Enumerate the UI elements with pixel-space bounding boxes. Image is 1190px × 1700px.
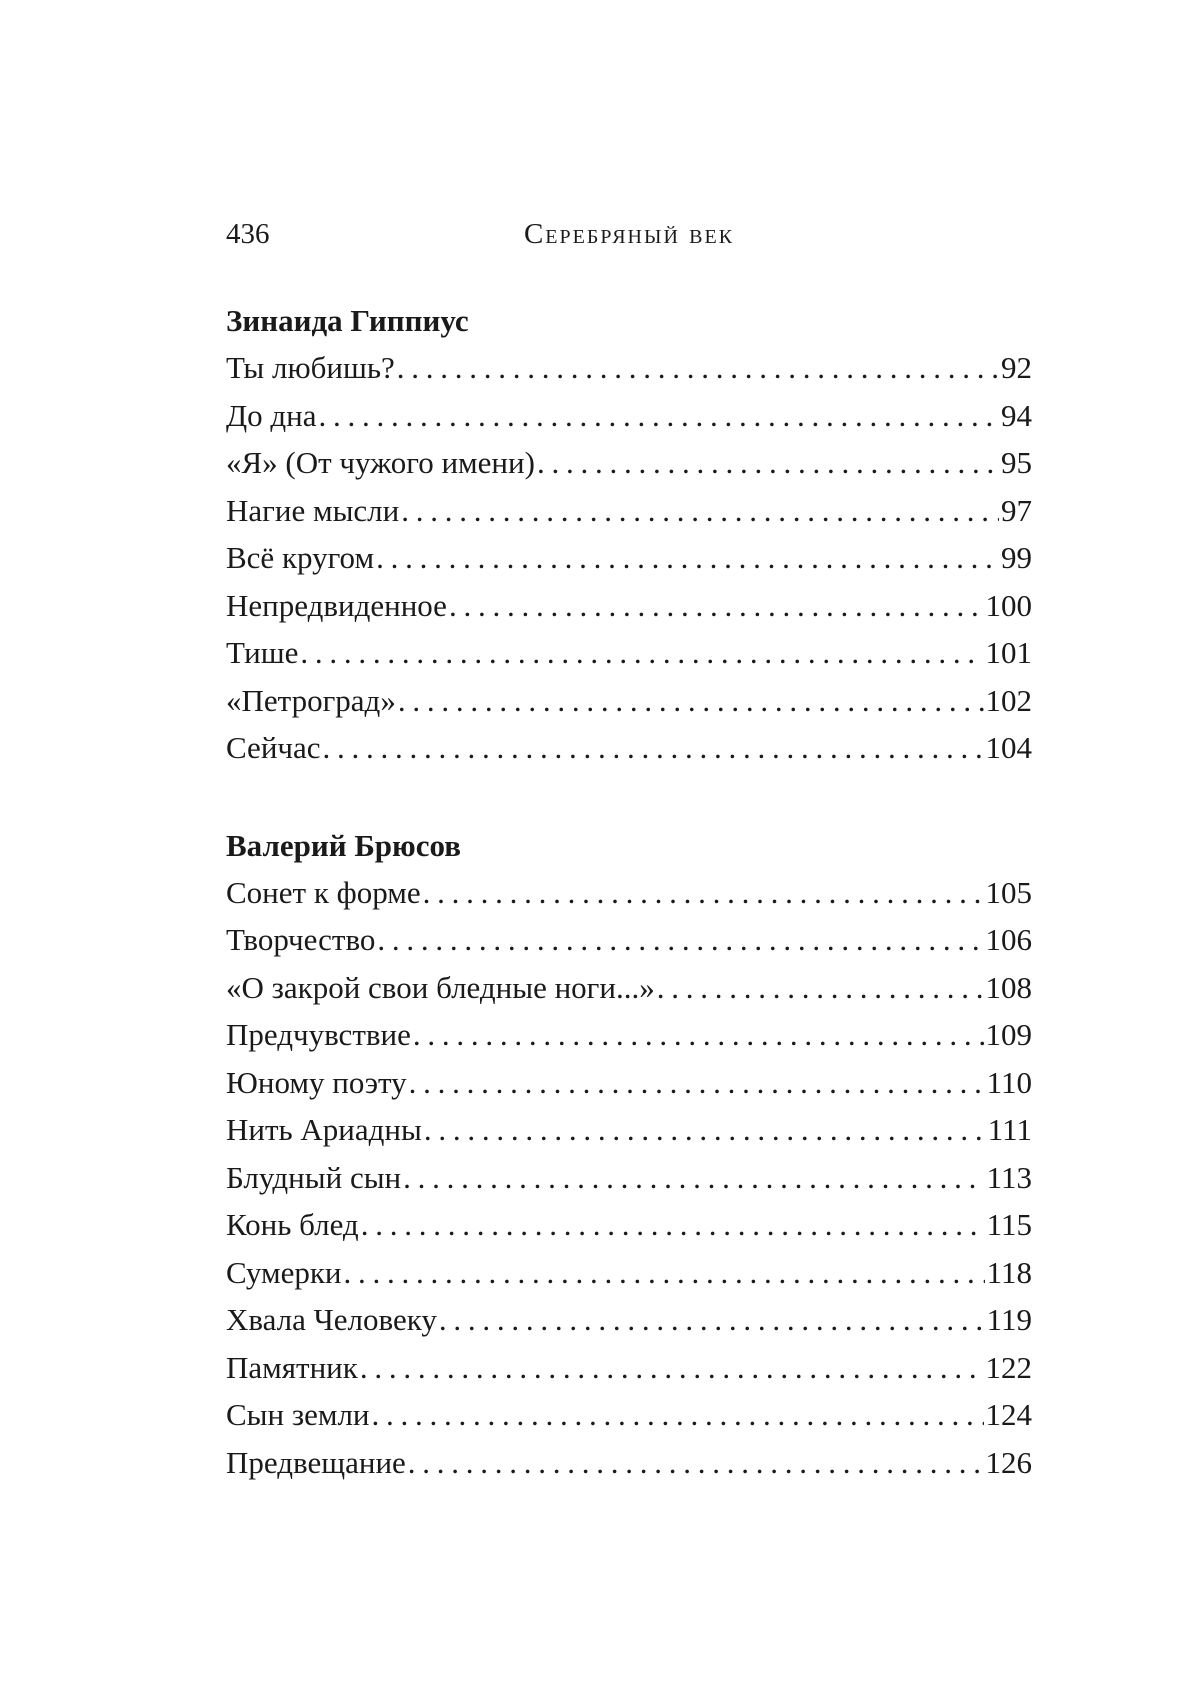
entry-page-number: 110 [986, 1064, 1032, 1100]
toc-entry [226, 724, 1032, 772]
toc-entry [226, 582, 1032, 630]
section-author-heading: Зинаида Гиппиус [226, 303, 469, 338]
toc-entry [226, 487, 1032, 535]
dot-leader [360, 1344, 984, 1392]
toc-section-gippius [226, 297, 1032, 772]
entry-title: Сейчас [226, 730, 321, 765]
entry-page-number: 92 [1001, 350, 1032, 385]
entry-page-number: 118 [986, 1254, 1032, 1290]
toc-entry [226, 1201, 1032, 1249]
entry-page-number: 106 [985, 922, 1032, 957]
entry-title: До дна [226, 397, 317, 433]
dot-leader [376, 534, 999, 582]
entry-page-number: 102 [985, 682, 1032, 718]
entry-title: Хвала Человеку [226, 1302, 437, 1337]
toc-entry [226, 916, 1032, 964]
toc-entry [226, 344, 1032, 392]
entry-page-number: 101 [985, 635, 1032, 670]
entry-page-number: 126 [985, 1444, 1032, 1480]
toc-entry [226, 629, 1032, 677]
dot-leader [361, 1201, 985, 1249]
dot-leader [398, 677, 984, 725]
entry-page-number: 111 [987, 1112, 1032, 1147]
entry-title: Всё кругом [226, 540, 375, 575]
entry-title: Блудный сын [226, 1159, 402, 1195]
dot-leader [413, 1011, 984, 1059]
entry-title: Тише [226, 635, 299, 670]
toc-entry [226, 1344, 1032, 1392]
entry-title: Памятник [226, 1349, 358, 1385]
entry-page-number: 100 [985, 587, 1032, 623]
entry-title: «Я» (От чужого имени) [226, 445, 535, 480]
dot-leader [439, 1296, 985, 1344]
page-number: 436 [226, 218, 270, 250]
entry-title: «О закрой свои бледные ноги...» [226, 969, 655, 1005]
section-spacer [226, 772, 1032, 822]
dot-leader [377, 916, 983, 964]
section-author-heading: Валерий Брюсов [226, 827, 461, 863]
dot-leader [319, 392, 999, 440]
entry-page-number: 113 [986, 1159, 1032, 1195]
entry-title: Ты любишь? [226, 350, 395, 385]
toc-entry [226, 439, 1032, 487]
entry-page-number: 94 [1001, 397, 1032, 433]
entry-page-number: 99 [1001, 540, 1032, 575]
dot-leader [403, 1154, 985, 1202]
entry-page-number: 124 [985, 1397, 1032, 1432]
toc-entry [226, 1154, 1032, 1202]
dot-leader [409, 1059, 985, 1107]
toc-entry [226, 677, 1032, 725]
toc-entry [226, 1249, 1032, 1297]
entry-page-number: 104 [985, 730, 1032, 765]
dot-leader [408, 1439, 984, 1487]
toc-section-bryusov [226, 822, 1032, 1487]
entry-page-number: 95 [1001, 445, 1032, 480]
table-of-contents [226, 297, 1032, 1486]
dot-leader [537, 439, 999, 487]
entry-title: Нагие мысли [226, 492, 400, 528]
dot-leader [344, 1249, 985, 1297]
entry-title: Нить Ариадны [226, 1112, 422, 1147]
dot-leader [300, 629, 983, 677]
entry-title: «Петроград» [226, 682, 396, 718]
dot-leader [372, 1391, 984, 1439]
entry-page-number: 119 [986, 1302, 1032, 1337]
dot-leader [449, 582, 984, 630]
entry-title: Предчувствие [226, 1017, 411, 1052]
toc-entry [226, 534, 1032, 582]
toc-entry [226, 1439, 1032, 1487]
entry-page-number: 115 [986, 1207, 1032, 1242]
entry-title: Юному поэту [226, 1064, 407, 1100]
entry-title: Сын земли [226, 1397, 370, 1432]
book-title: Серебряный век [523, 218, 735, 250]
dot-leader [401, 487, 999, 535]
entry-page-number: 108 [985, 969, 1032, 1005]
entry-page-number: 97 [1001, 492, 1032, 528]
dot-leader [423, 869, 984, 917]
dot-leader [657, 964, 984, 1012]
dot-leader [424, 1106, 986, 1154]
entry-title: Сонет к форме [226, 874, 421, 910]
toc-entry [226, 964, 1032, 1012]
entry-title: Предвещание [226, 1444, 406, 1480]
entry-title: Сумерки [226, 1254, 342, 1290]
entry-page-number: 122 [985, 1349, 1032, 1385]
toc-entry [226, 1059, 1032, 1107]
toc-entry [226, 1106, 1032, 1154]
toc-entry [226, 869, 1032, 917]
toc-entry [226, 1011, 1032, 1059]
entry-page-number: 105 [985, 874, 1032, 910]
dot-leader [397, 344, 999, 392]
toc-entry [226, 1391, 1032, 1439]
running-head [226, 214, 1032, 254]
entry-title: Непредвиденное [226, 587, 447, 623]
toc-entry [226, 392, 1032, 440]
entry-page-number: 109 [985, 1017, 1032, 1052]
entry-title: Конь блед [226, 1207, 359, 1242]
entry-title: Творчество [226, 922, 376, 957]
toc-entry [226, 1296, 1032, 1344]
dot-leader [323, 724, 984, 772]
